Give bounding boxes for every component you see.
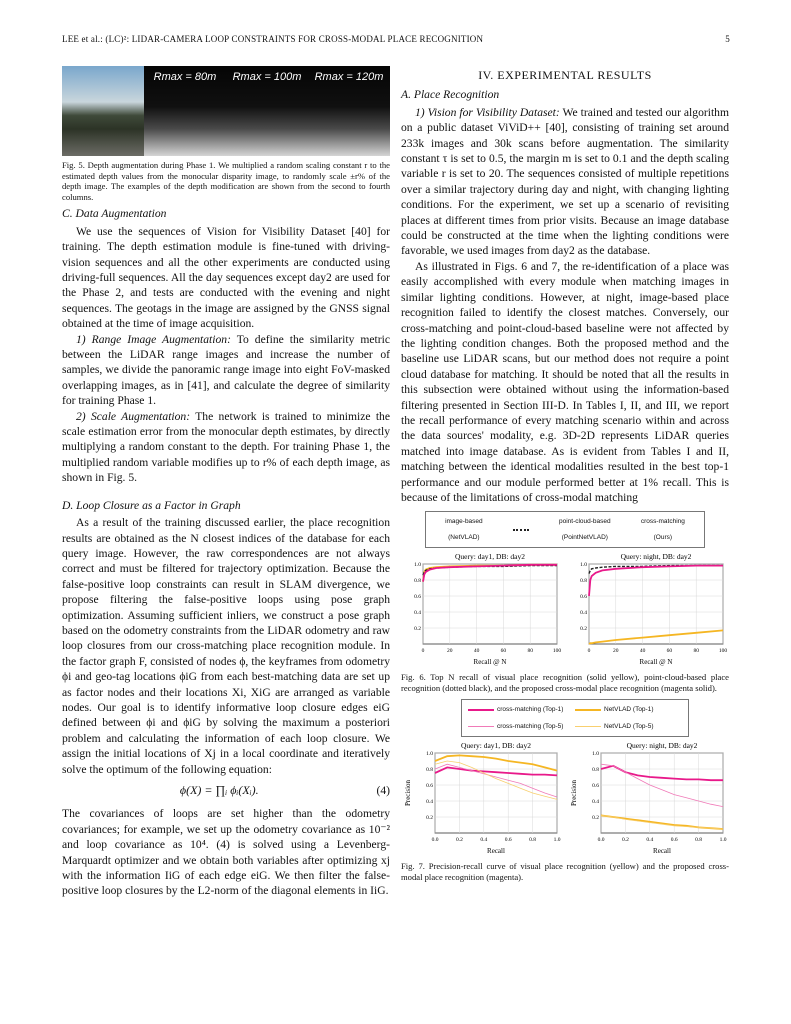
x-tick-label: 20	[447, 648, 453, 655]
paragraph	[62, 409, 390, 486]
x-tick-label: 60	[666, 648, 673, 655]
y-tick-label: 0.6	[426, 783, 433, 790]
legend-label: (PointNetVLAD)	[561, 533, 608, 541]
legend-swatch	[575, 726, 601, 727]
x-tick-label: 100	[552, 648, 562, 655]
y-tick-label: 0.6	[414, 594, 421, 601]
y-tick-label: 0.2	[414, 626, 421, 633]
x-tick-label: 0.8	[695, 837, 703, 844]
y-tick-label: 1.0	[426, 751, 433, 758]
paragraph: The covariances of loops are set higher than the odometry covariances; for example, we set up the odometry covariance as 10⁻² and loop covariance as 10⁴. (4) is solved using a Levenberg-Marquardt optimizer and we obtain both variables after optimizing xj with the information IiG of each edge eiG. We then filter the false-positive loop closures by the L2-norm of the diagonal elements in IiG.	[62, 807, 390, 898]
legend-entry	[641, 514, 685, 545]
fig7-chart-day	[401, 739, 563, 857]
fig6-chart-night	[567, 550, 729, 668]
fig7-plots	[401, 739, 729, 857]
fig5-label-80: Rmax = 80m	[153, 71, 217, 83]
x-tick-label: 80	[527, 648, 533, 655]
x-tick-label: 1.0	[719, 837, 727, 844]
fig5-depth-100	[226, 66, 308, 156]
x-tick-label: 0.4	[480, 837, 488, 844]
left-column	[62, 60, 390, 899]
x-tick-label: 100	[718, 648, 728, 655]
running-header	[62, 34, 730, 44]
x-axis-label: Recall	[487, 847, 505, 856]
paragraph	[401, 105, 729, 259]
fig5-label-100: Rmax = 100m	[232, 71, 302, 83]
paragraph	[62, 332, 390, 409]
fig6-chart-day	[401, 550, 563, 668]
x-tick-label: 0.8	[529, 837, 537, 844]
legend-label: NetVLAD (Top-1)	[604, 706, 654, 714]
paragraph-body: We trained and tested our algorithm on a public dataset ViViD++ [40], consisting of training set around 233k images and 30k scans before augmentation. The similarity constant τ is set to 0.5, the margin m is set to 0.1 and the depth scaling variable r is set to 20. The sequences consisted of multiple repetitions over a similar trajectory during day and night, with changing lighting conditions. For the experiment, we set up a scenario of revisiting places at different times from prior visits. Because an image database could be constructed at the time when the lighting conditions were favorable, we used images from day2 as the database.	[401, 105, 729, 258]
chart-title: Query: night, DB: day2	[626, 741, 698, 751]
section-d-heading: D. Loop Closure as a Factor in Graph	[62, 498, 241, 512]
legend-label: (NetVLAD)	[448, 533, 480, 541]
x-tick-label: 0.6	[504, 837, 512, 844]
plot-frame	[601, 753, 723, 833]
chart-title: Query: day1, DB: day2	[455, 552, 525, 562]
y-tick-label: 0.4	[580, 610, 587, 617]
legend-entry	[575, 719, 682, 734]
equation-body: ϕ(X) = ∏ᵢ ϕᵢ(Xᵢ).	[179, 783, 259, 797]
fig7-caption: Fig. 7. Precision-recall curve of visual place recognition (yellow) and the proposed cross-modal place recognition (magenta).	[401, 861, 729, 882]
paragraph: As a result of the training discussed earlier, the place recognition results are obtained as the N closest indices of the database for each query image. However, the raw correspondences are not always correct and must be filtered for trajectory optimization. Because the false-positive loop constraints can result in SLAM divergence, we propose filtering the false-positive loops using pose graph optimization. Assuming sufficient inliers, we construct a pose graph based on the odometry constraints from the LiDAR odometry and raw loop closures from our cross-matching place recognition module. In the factor graph F, consisted of nodes ϕ, the keyframes from odometry ϕi and geo-tag locations ϕiG from each best-matching data are set up as factor nodes and their locations Xi, XiG are arranged as variable nodes. Our goal is to identify informative loop closure edges eiG defined between ϕi and ϕiG by solving the maximum a posteriori problem and calculating the information of each loop closure. We assign the initial locations of Xj in a local coordinate and iteratively solve the optimum of the following equation:	[62, 516, 390, 776]
x-tick-label: 0.2	[455, 837, 463, 844]
x-tick-label: 40	[639, 648, 646, 655]
legend-entry	[559, 514, 611, 545]
y-tick-label: 0.6	[580, 594, 587, 601]
legend-entry	[445, 514, 483, 545]
fig5-caption: Fig. 5. Depth augmentation during Phase 1. We multiplied a random scaling constant r to the estimated depth values from the monocular disparity image, to randomly scale ±r% of the depth image. The examples of the depth modification are shown from the second to fourth columns.	[62, 160, 390, 202]
section-c-heading: C. Data Augmentation	[62, 207, 167, 221]
figure-6	[401, 511, 729, 693]
x-tick-label: 60	[500, 648, 507, 655]
y-tick-label: 0.8	[426, 767, 433, 774]
paragraph-body: The network is trained to minimize the scale estimation error from the monocular depth estimates, by directly multiplying a random constant to the depth. For training Phase 1, the multiplied random variable modifies up to r% of each depth image, as shown in Fig. 5.	[62, 409, 390, 485]
x-axis-label: Recall	[653, 847, 671, 856]
x-tick-label: 0	[587, 648, 591, 655]
legend-label: cross-matching (Top-1)	[497, 706, 564, 714]
paragraph-head: 2) Scale Augmentation:	[76, 409, 191, 423]
fig7-chart-night	[567, 739, 729, 857]
fig5-depth-80	[144, 66, 226, 156]
fig5-label-120: Rmax = 120m	[314, 71, 384, 83]
figure-7	[401, 699, 729, 882]
fig6-plots	[401, 550, 729, 668]
x-tick-label: 0.4	[646, 837, 654, 844]
x-tick-label: 0.2	[621, 837, 629, 844]
paragraph: We use the sequences of Vision for Visibility Dataset [40] for training. The depth estimation module is fine-tuned with driving-vision sequences and all the other experiments are conducted using driving-full sequences. All the day sequences except day2 are used for the Phase 2, and tests are conducted with the evening and night sequences. The geotags in the image are assigned by the GNSS signal obtained at the time of image acquisition.	[62, 224, 390, 331]
right-column	[401, 60, 729, 882]
y-tick-label: 0.2	[592, 815, 599, 822]
y-tick-label: 0.2	[426, 815, 433, 822]
fig5-depth-120	[308, 66, 390, 156]
legend-label: (Ours)	[653, 533, 673, 541]
legend-label: point-cloud-based	[558, 518, 611, 526]
plot-frame	[423, 564, 557, 644]
x-tick-label: 0.0	[597, 837, 605, 844]
legend-entry	[575, 702, 682, 717]
legend-swatch	[575, 709, 601, 711]
header-title: LEE et al.: (LC)²: LIDAR-CAMERA LOOP CONSTRAINTS FOR CROSS-MODAL PLACE RECOGNITION	[62, 34, 484, 44]
chart-title: Query: day1, DB: day2	[461, 741, 531, 751]
y-tick-label: 0.2	[580, 626, 587, 633]
y-tick-label: 0.8	[580, 578, 587, 585]
paragraph-head: 1) Vision for Visibility Dataset:	[415, 105, 560, 119]
fig6-caption: Fig. 6. Top N recall of visual place recognition (solid yellow), point-cloud-based place recognition (dotted black), and the proposed cross-modal place recognition (magenta solid).	[401, 672, 729, 693]
section-a-heading: A. Place Recognition	[401, 88, 500, 102]
x-tick-label: 80	[693, 648, 699, 655]
legend-label: cross-matching (Top-5)	[497, 722, 564, 730]
y-tick-label: 1.0	[414, 562, 421, 569]
fig6-legend	[425, 511, 705, 548]
x-axis-label: Recall @ N	[473, 658, 507, 667]
fig5-image-strip	[62, 66, 390, 156]
legend-swatch	[513, 529, 529, 531]
legend-label: image-based	[445, 518, 483, 526]
y-tick-label: 0.8	[414, 578, 421, 585]
legend-label: cross-matching	[640, 518, 685, 526]
paragraph-head: 1) Range Image Augmentation:	[76, 332, 231, 346]
x-tick-label: 0.0	[431, 837, 439, 844]
equation-4	[62, 777, 390, 806]
legend-swatch	[468, 726, 494, 727]
legend-entry	[468, 702, 575, 717]
x-tick-label: 0	[421, 648, 425, 655]
x-tick-label: 1.0	[553, 837, 561, 844]
section-iv-heading: IV. EXPERIMENTAL RESULTS	[478, 68, 652, 82]
y-tick-label: 0.6	[592, 783, 599, 790]
page-number: 5	[725, 34, 730, 44]
legend-entry	[468, 719, 575, 734]
y-tick-label: 0.8	[592, 767, 599, 774]
y-axis-label: Precision	[570, 780, 578, 807]
chart-title: Query: night, DB: day2	[620, 552, 692, 562]
fig5-rgb-image	[62, 66, 144, 156]
paragraph-body: To define the similarity metric between the LiDAR range images and increase the number of samples, we divide the panoramic range image into eight FoV-masked overlapping images, as in [41], and calculate the degree of similarity for training Phase 1.	[62, 332, 390, 408]
y-axis-label: Precision	[404, 780, 412, 807]
fig7-legend	[461, 699, 689, 737]
y-tick-label: 0.4	[592, 799, 599, 806]
y-tick-label: 1.0	[580, 562, 587, 569]
x-axis-label: Recall @ N	[639, 658, 673, 667]
y-tick-label: 1.0	[592, 751, 599, 758]
x-tick-label: 20	[613, 648, 619, 655]
equation-number: (4)	[376, 784, 390, 797]
x-tick-label: 40	[473, 648, 480, 655]
legend-swatch	[468, 709, 494, 711]
y-tick-label: 0.4	[414, 610, 421, 617]
paragraph: As illustrated in Figs. 6 and 7, the re-identification of a place was easily accomplished with every module when matching images in similar lighting conditions. However, at night, image-based place recognition failed to identify the closest matches. Conversely, our cross-matching and point-cloud-based baseline were not affected by the lighting condition changes. Both the proposed method and the baseline use LiDAR scans, but our method does not require a point cloud database for matching. It should be noted that all the results in this subsection were obtained without using the information-based filtering presented in Section III-D. In Tables I, II, and III, we report the recall performance of every matching scenario within and across the data sources' modality, e.g. 3D-2D represents LiDAR queries matched into image database. As is evident from Tables I and II, matching between the identical modalities resulted in the best top-1 performance and our module performed better at 1% recall. This is because of the limitations of cross-modal matching	[401, 259, 729, 504]
y-tick-label: 0.4	[426, 799, 433, 806]
legend-label: NetVLAD (Top-5)	[604, 722, 654, 730]
x-tick-label: 0.6	[670, 837, 678, 844]
